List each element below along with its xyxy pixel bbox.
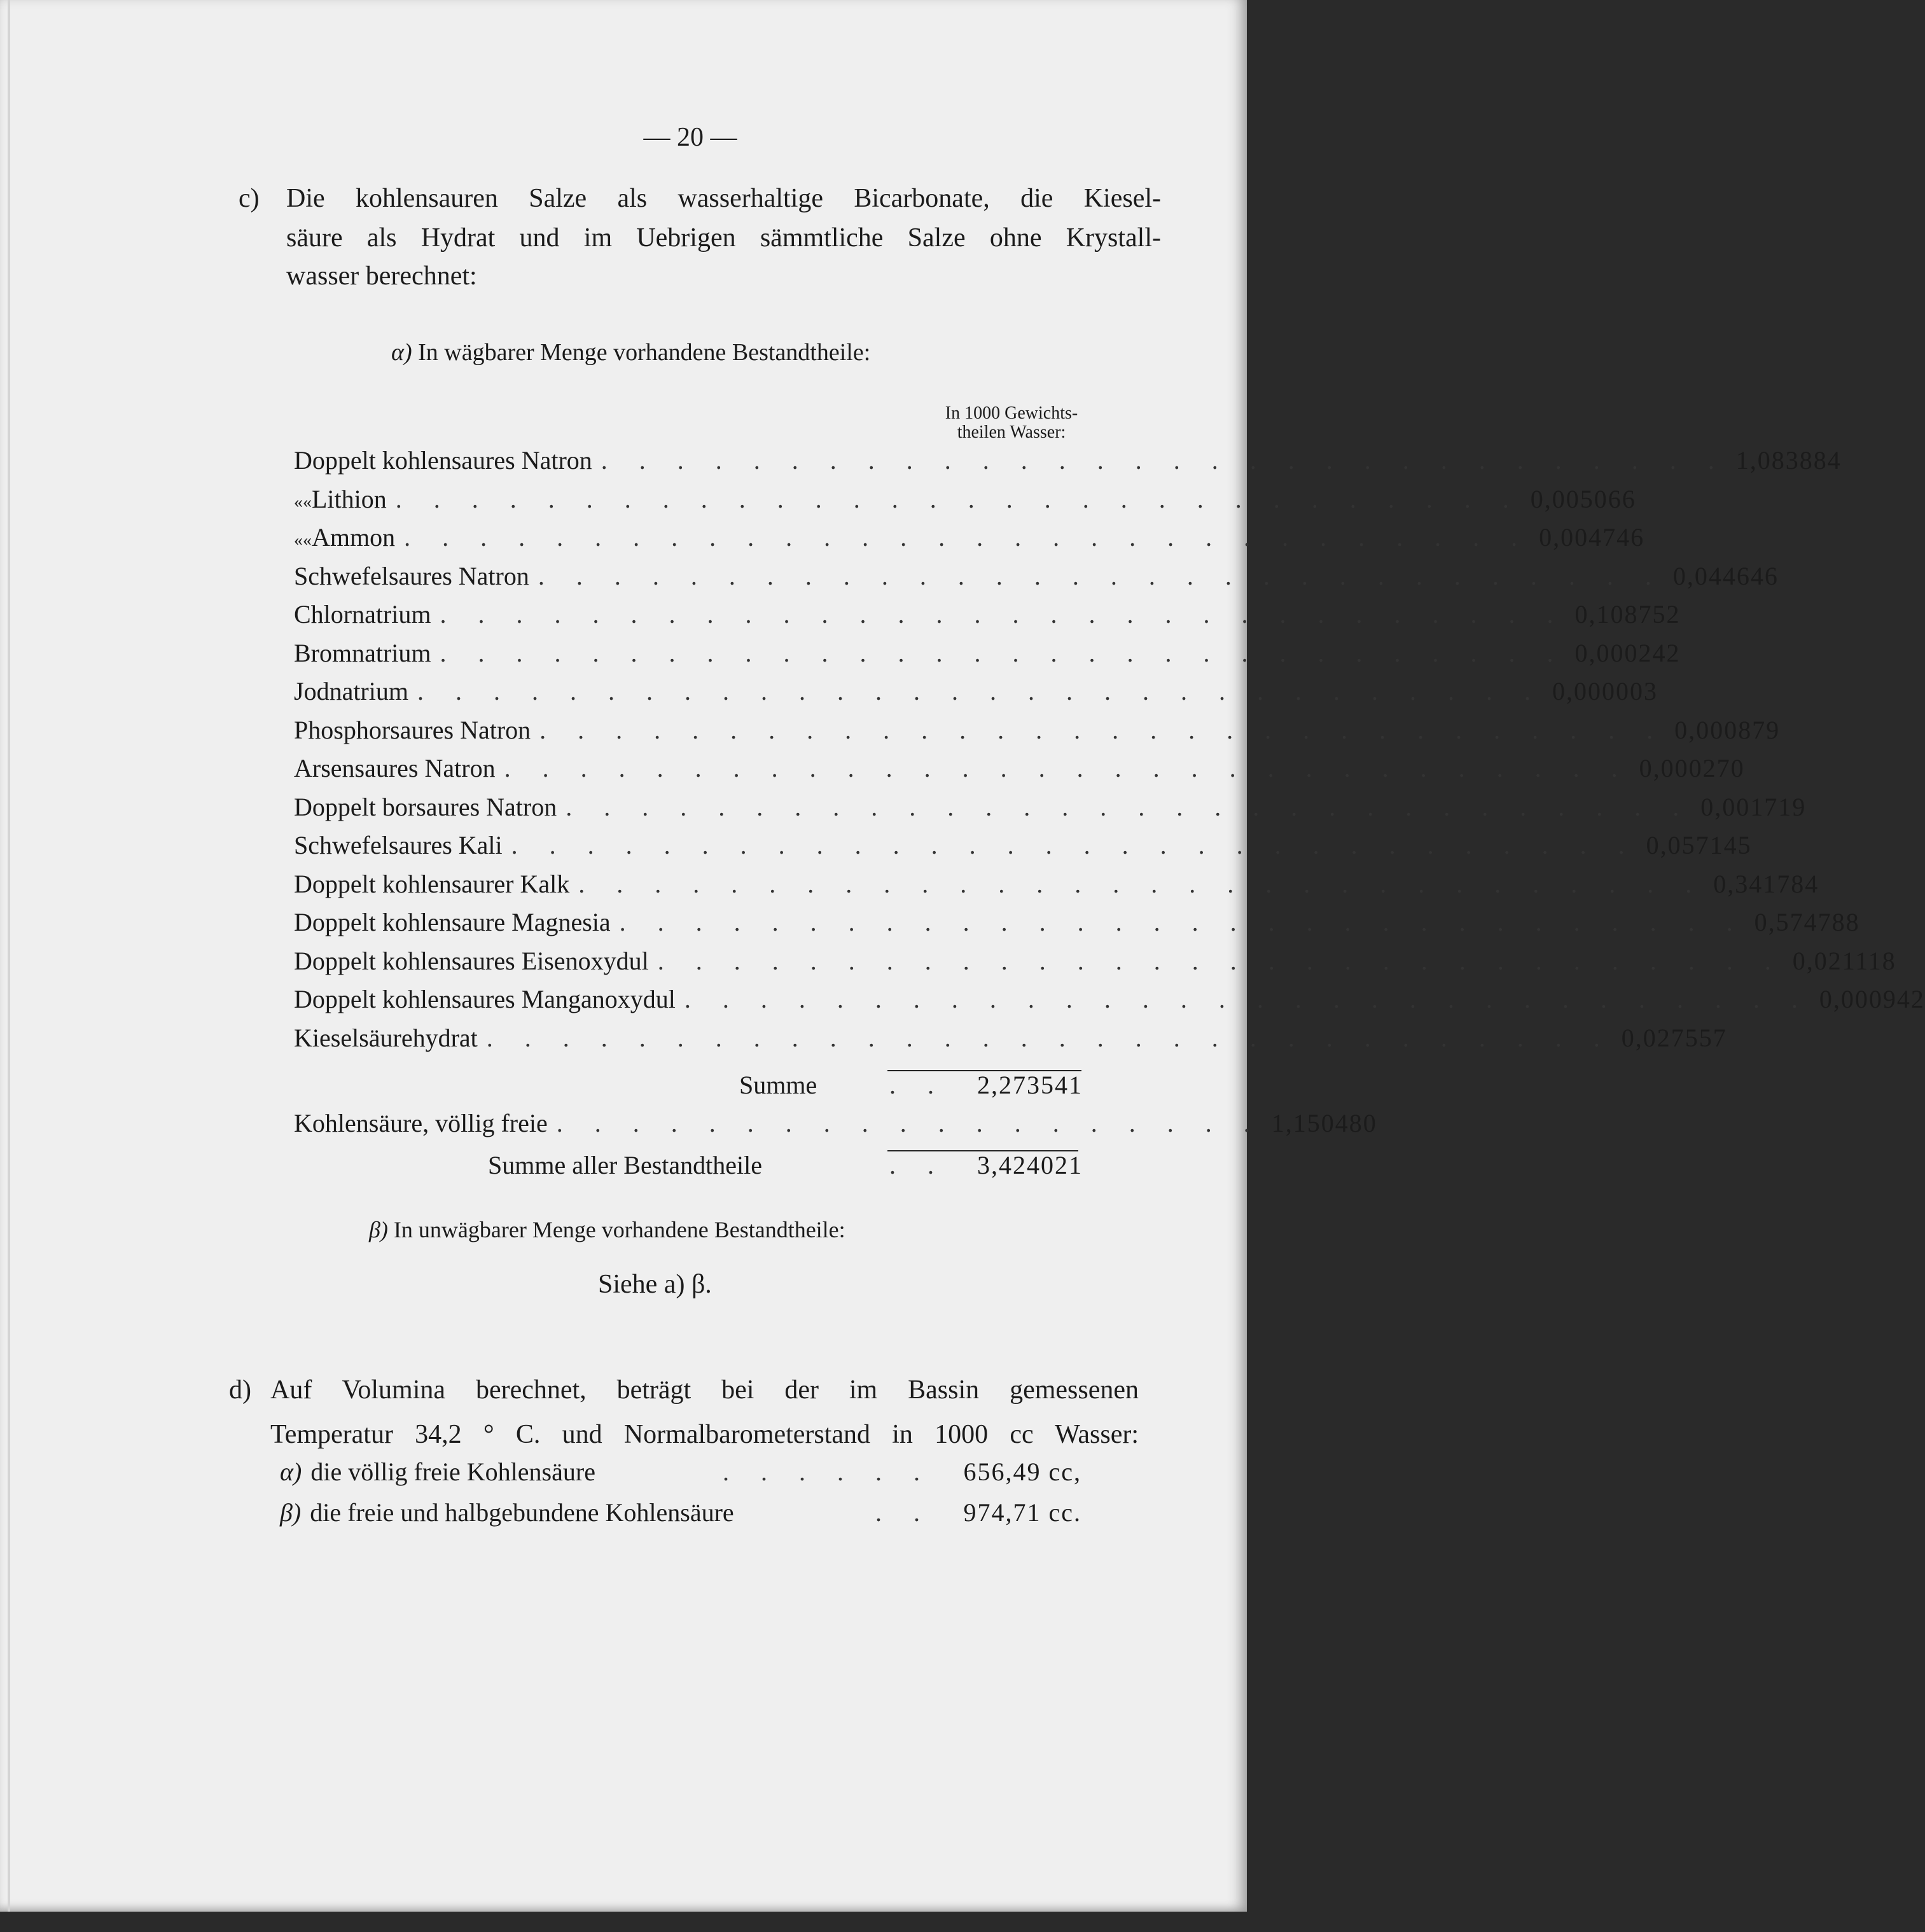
free-co2-value: 1,150480 [1271,1109,1377,1137]
item-value: 974,71 cc. [963,1498,1081,1527]
alpha-heading-text: In wägbarer Menge vorhandene Bestandtheile: [418,339,871,366]
leader-dots: . . [889,1071,947,1099]
section-d-line: Auf Volumina berechnet, beträgt bei der im Bassin gemessenen [270,1375,1139,1405]
constituent-name: Doppelt kohlensaure Magnesia [294,908,611,936]
leader-dots: . . . . . . . . . . . . . . . . . . . . . . . . . . . . . . [486,1023,1613,1052]
constituent-name: Schwefelsaures Natron [294,561,529,590]
table-row [294,869,1819,906]
leader-dots: . . . . . . . . . . . . . . . . . . . . . . . . . . . . . . [578,869,1705,898]
page-edge [8,0,10,1912]
leader-dots: . . . . . . . . . . . . . . . . . . . . . . . . . . . . . . [619,908,1746,936]
total-value: 3,424021 [977,1151,1083,1179]
leader-dots: . . . . . . . . . . . . . . . . . . . . . . . . . . . . . . [539,715,1666,744]
constituent-name: Doppelt kohlensaures Eisenoxydul [294,946,649,975]
leader-dots: . . . . . . . . . . . . . . . . . . . . . . . . . . . . . . [395,484,1522,513]
constituent-name: Doppelt borsaures Natron [294,792,557,821]
page-number: — 20 — [643,123,737,152]
ditto-mark: « [294,531,303,550]
item-value: 656,49 cc, [963,1457,1081,1486]
constituent-value: 0,057145 [1646,831,1752,859]
leader-dots: . . . . . . [723,1457,933,1486]
section-d-item [280,1498,1081,1534]
constituent-value: 0,000242 [1574,638,1681,667]
constituent-name: Arsensaures Natron [294,754,496,782]
leader-dots: . . . . . . . . . . . . . . . . . . . . . . . . . . . . . . [566,792,1692,821]
constituent-value: 0,000003 [1552,677,1658,705]
section-c-line: wasser berechnet: [286,261,477,291]
constituent-value: 0,027557 [1621,1023,1727,1052]
section-d-label: d) [229,1375,251,1405]
table-row [294,1023,1727,1060]
constituent-value: 0,000879 [1674,715,1781,744]
section-d-line: Temperatur 34,2 ° C. und Normalbarometerstand in 1000 cc Wasser: [270,1420,1139,1449]
column-header [916,404,1107,442]
leader-dots: . . . . . . . . . . . . . . . . . . . . . . . . . . . . . . [511,831,1637,859]
constituent-value: 0,108752 [1574,600,1681,629]
constituent-name: Bromnatrium [294,638,431,667]
total-label: Summe aller Bestandtheile [488,1151,762,1179]
table-row [294,445,1842,482]
column-header-line: theilen Wasser: [957,422,1066,442]
table-row [294,946,1896,983]
alpha-marker: α) [391,339,412,366]
beta-marker: β) [369,1217,388,1242]
constituent-name: Chlornatrium [294,600,431,629]
table-row [294,984,1925,1021]
constituent-value: 0,021118 [1792,946,1896,975]
table-row [294,638,1681,675]
leader-dots: . . . . . . . . . . . . . . . . . . . . . . . . . . . . . . [404,523,1531,552]
constituent-name: Doppelt kohlensaures Manganoxydul [294,985,676,1013]
table-row [294,599,1681,636]
constituent-value: 0,341784 [1713,869,1819,898]
beta-reference: Siehe a) β. [598,1270,712,1299]
section-d-item [280,1457,1081,1494]
constituent-value: 0,000270 [1639,754,1745,782]
constituent-name: Doppelt kohlensaurer Kalk [294,869,570,898]
constituent-name: Phosphorsaures Natron [294,715,531,744]
leader-dots: . . . . . . . . . . . . . . . . . . . . . . . . . . . . . . [601,446,1727,475]
beta-heading [369,1216,845,1243]
constituent-value: 0,004746 [1539,523,1645,552]
constituent-value: 0,005066 [1530,484,1636,513]
ditto-mark: « [294,492,303,512]
section-c-line: säure als Hydrat und im Uebrigen sämmtliche Salze ohne Krystall- [286,223,1161,253]
table-row [294,522,1645,559]
leader-dots: . . . . . . . . . . . . . . . . . . . . . . . . . . . . . . [504,754,1630,782]
column-header-line: In 1000 Gewichts- [945,403,1078,423]
leader-dots: . . . . . . . . . . . . . . . . . . . [556,1109,1263,1137]
ditto-mark: « [303,531,312,550]
alpha-heading [391,338,870,366]
table-row [294,753,1745,790]
section-c-line: Die kohlensauren Salze als wasserhaltige Bicarbonate, die Kiesel- [286,184,1161,213]
constituent-name: Jodnatrium [294,677,408,705]
leader-dots: . . . . . . . . . . . . . . . . . . . . . . . . . . . . . . [440,600,1566,629]
leader-dots: . . . . . . . . . . . . . . . . . . . . . . . . . . . . . . [417,677,1543,705]
leader-dots: . . [889,1151,947,1179]
constituent-value: 0,574788 [1754,908,1860,936]
beta-marker: β) [280,1498,302,1527]
table-row [294,676,1658,713]
constituent-name: Schwefelsaures Kali [294,831,503,859]
constituent-name: Doppelt kohlensaures Natron [294,446,592,475]
total-row [294,1150,1083,1187]
constituent-value: 1,083884 [1735,446,1842,475]
table-row [294,484,1636,521]
summe-row [294,1070,1083,1107]
leader-dots: . . . . . . . . . . . . . . . . . . . . . . . . . . . . . . [440,638,1566,667]
ditto-mark: « [303,492,312,512]
leader-dots: . . [875,1498,933,1527]
constituent-value: 0,044646 [1672,561,1779,590]
free-co2-label: Kohlensäure, völlig freie [294,1109,548,1137]
leader-dots: . . . . . . . . . . . . . . . . . . . . . . . . . . . . . . [538,561,1664,590]
table-row [294,715,1781,752]
table-row [294,561,1779,598]
alpha-marker: α) [280,1457,302,1486]
table-row [294,830,1752,867]
summe-label: Summe [739,1071,817,1099]
leader-dots: . . . . . . . . . . . . . . . . . . . . . . . . . . . . . . [657,946,1784,975]
summe-value: 2,273541 [977,1071,1083,1099]
beta-heading-text: In unwägbarer Menge vorhandene Bestandtheile: [393,1217,845,1242]
constituent-name: Kieselsäurehydrat [294,1023,478,1052]
free-co2-row [294,1108,1377,1145]
constituent-name: Ammon [312,523,396,552]
constituent-value: 0,001719 [1700,792,1807,821]
table-row [294,907,1860,944]
constituent-value: 0,000942 [1819,985,1925,1013]
constituent-name: Lithion [312,484,387,513]
leader-dots: . . . . . . . . . . . . . . . . . . . . . . . . . . . . . . [684,985,1810,1013]
item-text: die freie und halbgebundene Kohlensäure [310,1498,734,1527]
item-text: die völlig freie Kohlensäure [310,1457,595,1486]
table-row [294,792,1807,829]
section-c-label: c) [239,184,260,213]
